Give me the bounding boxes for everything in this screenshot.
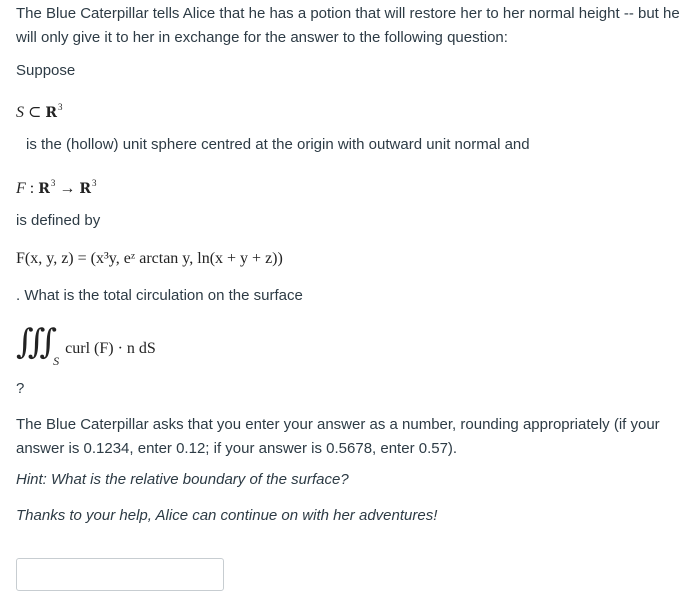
function-signature-math xyxy=(16,172,97,200)
reals-symbol: R xyxy=(45,105,58,121)
reals-exponent: 3 xyxy=(58,102,63,112)
colon-symbol: : xyxy=(29,180,35,197)
intro-text: The Blue Caterpillar tells Alice that he has a potion that will restore her to her normal height -- but he will only give it to her in exchange for the answer to the following question: xyxy=(16,5,680,46)
function-definition-math: F(x, y, z) = (x³y, eᶻ arctan y, ln(x + y + z)) xyxy=(16,250,283,267)
sphere-description: is the (hollow) unit sphere centred at the origin with outward unit normal and xyxy=(26,136,530,153)
defined-by-label: is defined by xyxy=(16,212,101,229)
question-mark: ? xyxy=(16,380,25,397)
integrand: curl (F) · n dS xyxy=(65,340,156,357)
f-symbol: F xyxy=(16,180,26,197)
set-definition-math xyxy=(16,96,63,124)
domain-exponent: 3 xyxy=(50,178,56,188)
set-s-symbol: S xyxy=(16,104,24,121)
surface-integral-math xyxy=(16,322,156,368)
hint-text: Hint: What is the relative boundary of the surface? xyxy=(16,471,349,488)
answer-input[interactable] xyxy=(16,558,224,591)
integral-subscript: S xyxy=(53,354,60,368)
codomain-reals-symbol: R xyxy=(79,181,92,197)
circulation-question: . What is the total circulation on the surface xyxy=(16,287,303,304)
domain-reals-symbol: R xyxy=(38,181,50,197)
instructions-text: The Blue Caterpillar asks that you enter your answer as a number, rounding appropriately (if your answer is 0.1234, enter 0.12; if your answer is 0.5678, enter 0.57). xyxy=(16,416,660,457)
subset-symbol: ⊂ xyxy=(28,104,42,121)
suppose-label: Suppose xyxy=(16,62,76,79)
triple-integral-signs: ∫∫∫ xyxy=(16,322,52,362)
codomain-exponent: 3 xyxy=(92,178,97,188)
thanks-text: Thanks to your help, Alice can continue on with her adventures! xyxy=(16,507,438,524)
arrow-symbol: → xyxy=(59,180,76,197)
